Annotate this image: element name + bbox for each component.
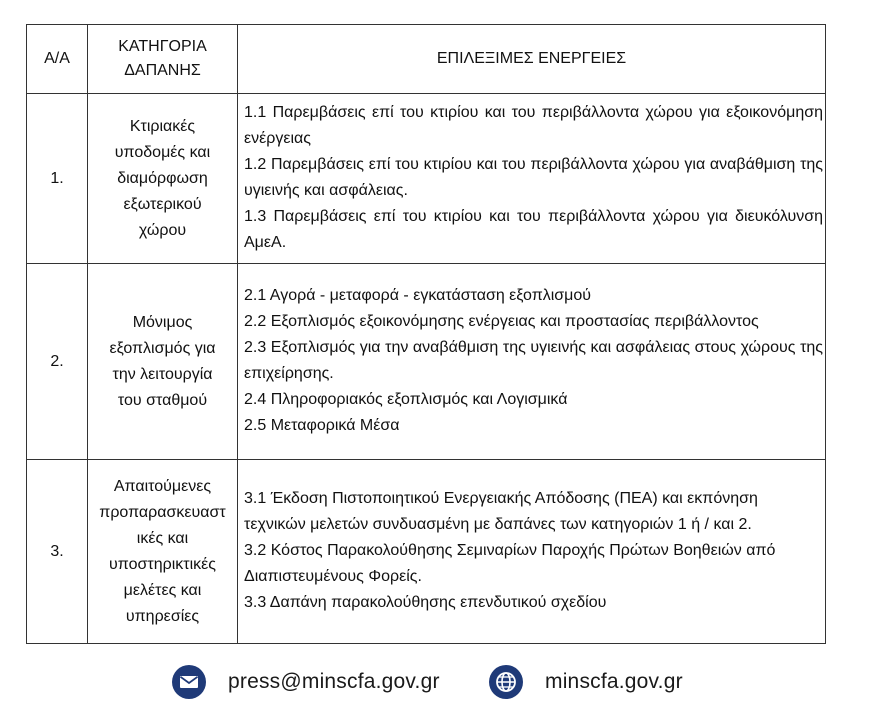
action-item: 3.2 Κόστος Παρακολούθησης Σεμιναρίων Παροχής Πρώτων Βοηθειών από Διαπιστευμένους Φορείς. xyxy=(244,541,776,585)
header-actions: ΕΠΙΛΕΞΙΜΕΣ ΕΝΕΡΓΕΙΕΣ xyxy=(238,25,826,94)
row-actions xyxy=(238,264,826,460)
header-num: Α/Α xyxy=(27,25,88,94)
category-line: χώρου xyxy=(138,221,187,239)
header-category-line: ΚΑΤΗΓΟΡΙΑ xyxy=(118,38,207,55)
category-line: υπηρεσίες xyxy=(125,607,200,625)
row-category xyxy=(88,460,238,644)
row-number: 3. xyxy=(27,460,88,644)
action-item: 2.2 Εξοπλισμός εξοικονόμησης ενέργειας και προστασίας περιβάλλοντος xyxy=(244,312,759,330)
row-number: 1. xyxy=(27,94,88,264)
action-item: 2.3 Εξοπλισμός για την αναβάθμιση της υγιεινής και ασφάλειας στους χώρους της επιχείρησης. xyxy=(244,338,823,382)
table-row xyxy=(27,94,826,264)
action-item: 3.1 Έκδοση Πιστοποιητικού Ενεργειακής Απόδοσης (ΠΕΑ) και εκπόνηση τεχνικών μελετών συνδυασμένη με δαπάνες των κατηγοριών 1 ή / και 2. xyxy=(244,489,758,533)
action-item: 3.3 Δαπάνη παρακολούθησης επενδυτικού σχεδίου xyxy=(244,593,607,611)
category-line: εξωτερικού xyxy=(123,195,202,213)
category-line: υποδομές και xyxy=(114,143,211,161)
header-category xyxy=(88,25,238,94)
table-row xyxy=(27,264,826,460)
category-line: Μόνιμος xyxy=(132,313,193,331)
footer-website[interactable] xyxy=(489,664,683,700)
row-actions xyxy=(238,94,826,264)
category-line: Απαιτούμενες xyxy=(113,477,212,495)
row-category xyxy=(88,264,238,460)
action-item: 1.1 Παρεμβάσεις επί του κτιρίου και του περιβάλλοντα χώρου για εξοικονόμηση ενέργειας xyxy=(244,103,823,147)
category-line: του σταθμού xyxy=(117,391,208,409)
category-line: προπαρασκευαστ xyxy=(99,503,226,521)
action-item: 2.1 Αγορά - μεταφορά - εγκατάσταση εξοπλισμού xyxy=(244,286,592,304)
globe-icon xyxy=(489,665,523,699)
action-item: 1.3 Παρεμβάσεις επί του κτιρίου και του περιβάλλοντα χώρου για διευκόλυνση ΑμεΑ. xyxy=(244,207,823,251)
row-category xyxy=(88,94,238,264)
row-number: 2. xyxy=(27,264,88,460)
footer-email[interactable] xyxy=(172,664,440,700)
website-link[interactable]: minscfa.gov.gr xyxy=(545,670,683,693)
eligible-actions-table xyxy=(26,24,826,644)
category-line: ικές και xyxy=(136,529,189,547)
row-actions xyxy=(238,460,826,644)
header-category-line: ΔΑΠΑΝΗΣ xyxy=(124,62,201,79)
action-item: 2.4 Πληροφοριακός εξοπλισμός και Λογισμικά xyxy=(244,390,568,408)
category-line: μελέτες και xyxy=(123,581,202,599)
category-line: εξοπλισμός για xyxy=(109,339,216,357)
header-row xyxy=(27,25,826,94)
category-line: Κτιριακές xyxy=(129,117,196,135)
footer xyxy=(0,664,888,700)
envelope-icon xyxy=(172,665,206,699)
category-line: την λειτουργία xyxy=(112,365,213,383)
email-link[interactable]: press@minscfa.gov.gr xyxy=(228,670,440,693)
category-line: διαμόρφωση xyxy=(117,169,208,187)
category-line: υποστηρικτικές xyxy=(109,555,216,573)
action-item: 1.2 Παρεμβάσεις επί του κτιρίου και του περιβάλλοντα χώρου για αναβάθμιση της υγιεινής και ασφάλειας. xyxy=(244,155,823,199)
table-row xyxy=(27,460,826,644)
action-item: 2.5 Μεταφορικά Μέσα xyxy=(244,416,400,434)
